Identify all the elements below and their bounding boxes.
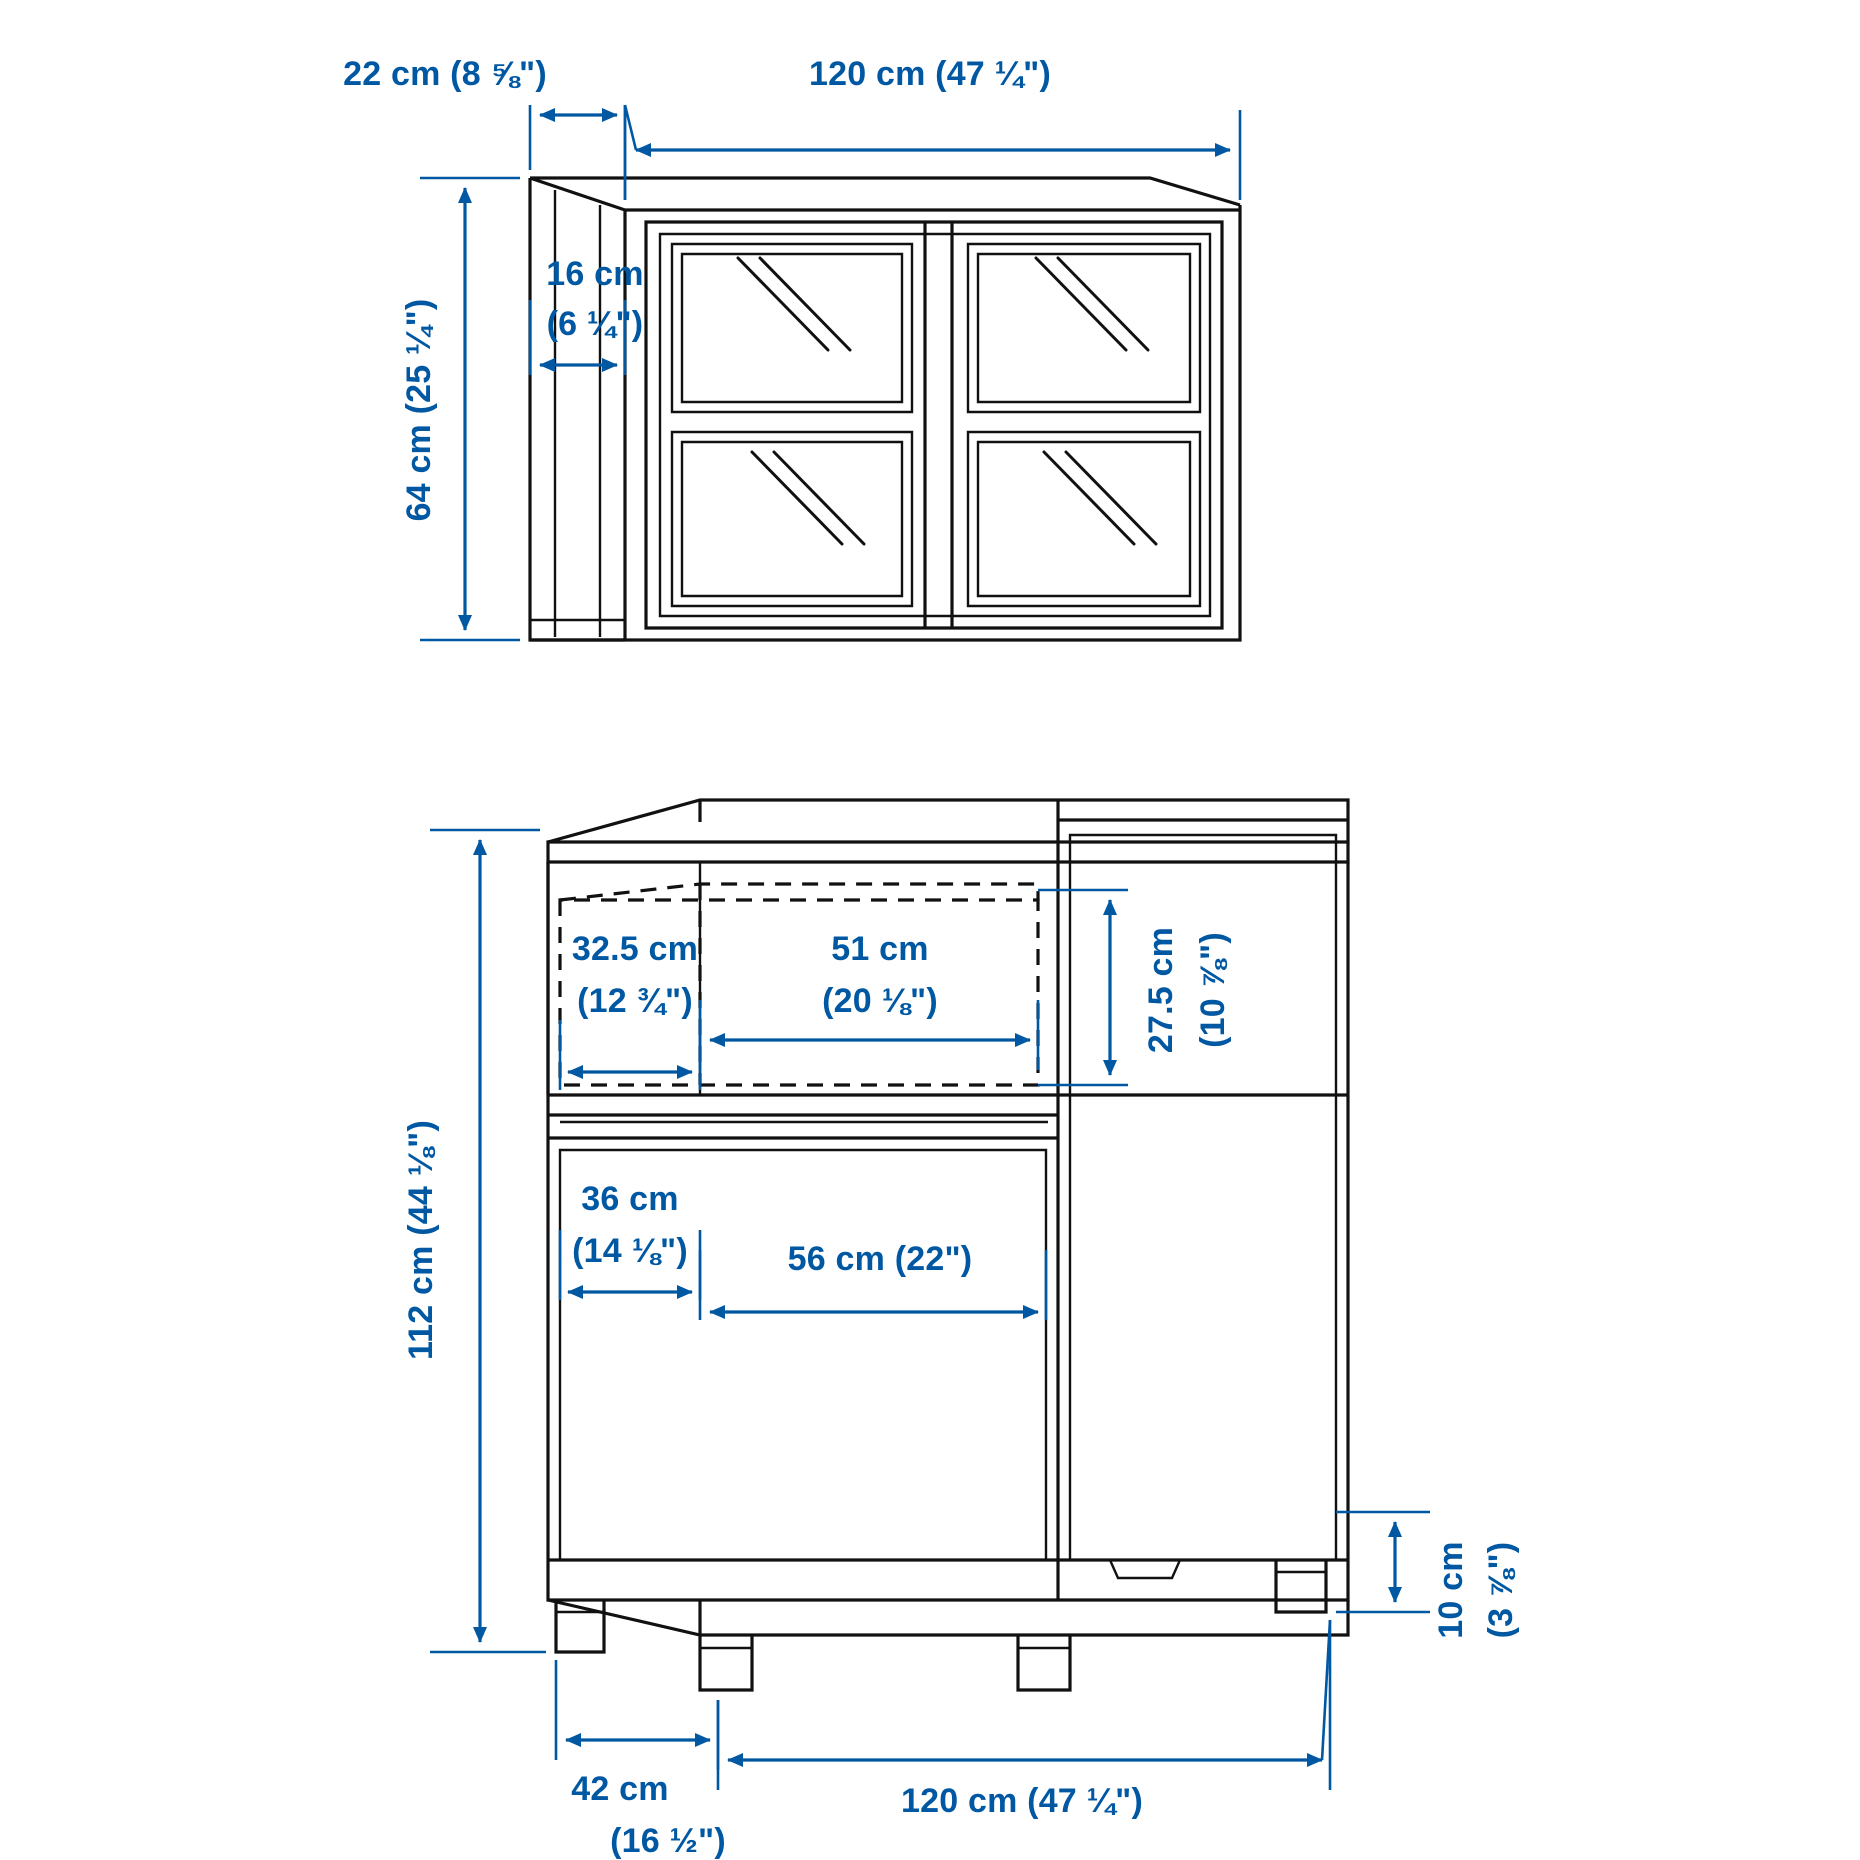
dimension-label-drawer-width-cm: 51 cm <box>831 930 929 968</box>
dimension-label-shelf-width: 56 cm (22") <box>787 1240 973 1278</box>
dimension-label-upper-depth: 22 cm (8 ⅝") <box>343 55 547 93</box>
dimension-label-drawer-width-in: (20 ⅛") <box>822 982 938 1020</box>
cabinet-legs <box>556 1560 1326 1690</box>
dimension-label-total-height: 112 cm (44 ⅛") <box>402 1119 440 1361</box>
dimension-label-leg-height-cm: 10 cm <box>1432 1541 1470 1639</box>
upper-cabinet-drawing <box>530 178 1240 640</box>
dimension-label-drawer-depth-cm: 32.5 cm <box>571 930 699 968</box>
dimension-label-drawer-height-cm: 27.5 cm <box>1142 926 1180 1054</box>
dimension-label-total-depth-in: (16 ½") <box>610 1822 726 1860</box>
dimension-label-upper-height: 64 cm (25 ¼") <box>400 298 438 522</box>
dimension-label-leg-height-in: (3 ⅞") <box>1482 1541 1520 1639</box>
dimension-label-shelf-depth-cm: 36 cm <box>581 1180 679 1218</box>
dimension-label-drawer-height-in: (10 ⅞") <box>1194 932 1232 1048</box>
dimension-label-total-depth-cm: 42 cm <box>571 1770 669 1808</box>
upper-dimension-lines <box>420 105 1240 640</box>
dimension-label-upper-width: 120 cm (47 ¼") <box>809 55 1051 93</box>
lower-dimension-lines <box>430 830 1430 1790</box>
dimension-label-drawer-depth-in: (12 ¾") <box>577 982 693 1020</box>
dimension-label-total-width: 120 cm (47 ¼") <box>901 1782 1143 1820</box>
dimension-label-upper-inner-depth-cm: 16 cm <box>546 255 644 293</box>
dimension-label-shelf-depth-in: (14 ⅛") <box>572 1232 688 1270</box>
dimension-label-upper-inner-depth-in: (6 ¼") <box>546 305 644 343</box>
